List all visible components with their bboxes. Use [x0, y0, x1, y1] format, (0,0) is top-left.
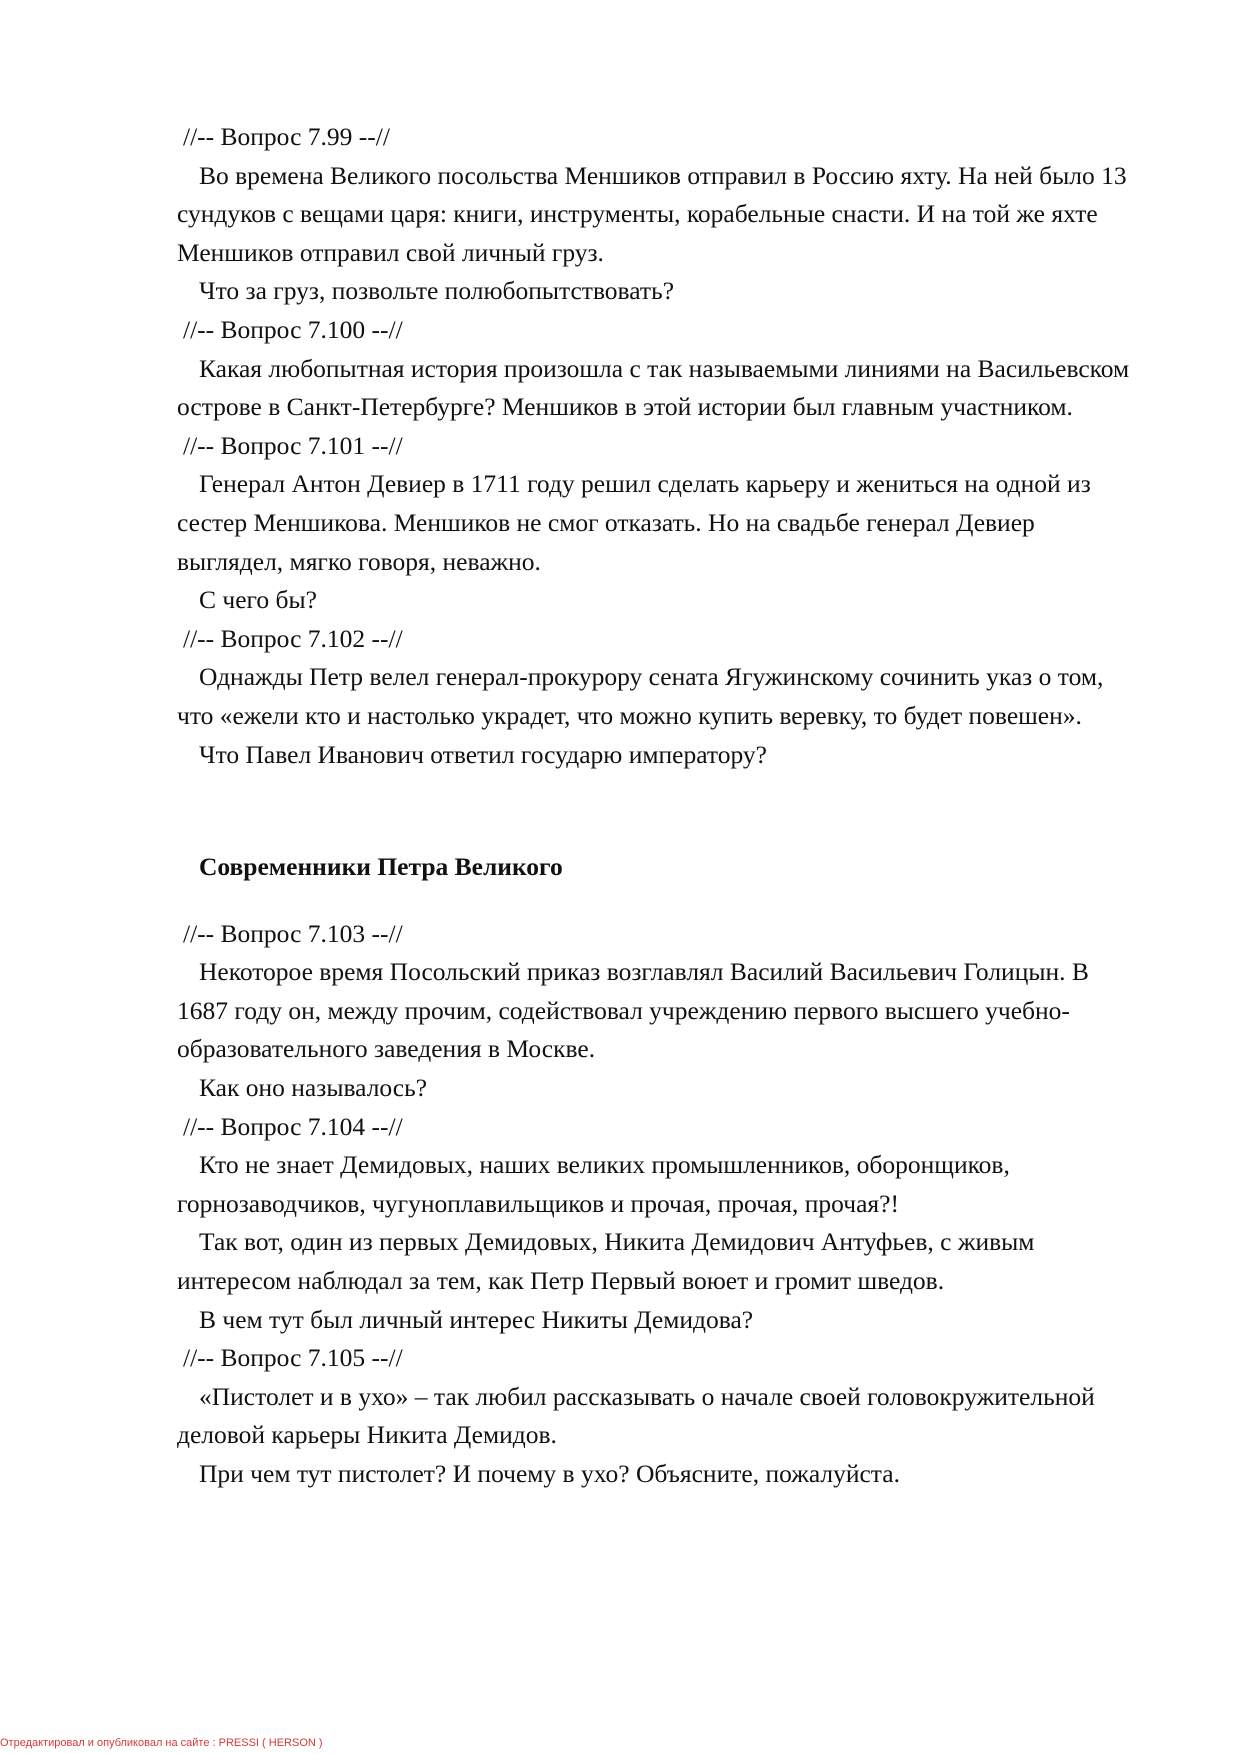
question-paragraph: Так вот, один из первых Демидовых, Никита Демидович Антуфьев, с живым интересом наблюдал за тем, как Петр Первый воюет и громит шведов. [177, 1227, 1035, 1296]
document-page [177, 118, 1143, 1494]
section-heading: Современники Петра Великого [199, 852, 563, 882]
question-paragraph: Какая любопытная история произошла с так называемыми линиями на Васильевском острове в Санкт-Петербурге? Меншиков в этой истории был главным участником. [177, 353, 1130, 422]
question-marker-7-105: //-- Вопрос 7.105 --// [183, 1343, 403, 1373]
question-paragraph: При чем тут пистолет? И почему в ухо? Объясните, пожалуйста. [199, 1459, 900, 1488]
question-paragraph: «Пистолет и в ухо» – так любил рассказывать о начале своей головокружительной деловой карьеры Никита Демидов. [177, 1381, 1095, 1450]
question-marker-7-100: //-- Вопрос 7.100 --// [183, 314, 403, 344]
question-marker-7-99: //-- Вопрос 7.99 --// [183, 122, 390, 151]
question-paragraph: Некоторое время Посольский приказ возглавлял Василий Васильевич Голицын. В 1687 году он, между прочим, содействовал учреждению первого высшего учебно-образовательного заведения в Москве. [177, 957, 1089, 1064]
question-paragraph: В чем тут был личный интерес Никиты Демидова? [199, 1304, 754, 1334]
question-paragraph: Во времена Великого посольства Меншиков отправил в Россию яхту. На ней было 13 сундуков с вещами царя: книги, инструменты, корабельные снасти. И на той же яхте Меншиков отправил свой личный груз. [177, 160, 1127, 267]
question-paragraph: С чего бы? [199, 585, 317, 615]
question-paragraph: Однажды Петр велел генерал-прокурору сената Ягужинскому сочинить указ о том, что «ежели кто и настолько украдет, что можно купить веревку, то будет повешен». [177, 662, 1104, 730]
footer-credit: Отредактировал и опубликовал на сайте : PRESSI ( HERSON ) [0, 1737, 323, 1749]
question-marker-7-104: //-- Вопрос 7.104 --// [183, 1111, 403, 1141]
question-paragraph: Что за груз, позвольте полюбопытствовать? [199, 276, 675, 306]
question-paragraph: Кто не знает Демидовых, наших великих промышленников, оборонщиков, горнозаводчиков, чугуноплавильщиков и прочая, прочая, прочая?! [177, 1150, 1010, 1218]
question-paragraph: Как оно называлось? [199, 1073, 428, 1103]
question-marker-7-101: //-- Вопрос 7.101 --// [183, 430, 403, 460]
question-paragraph: Генерал Антон Девиер в 1711 году решил сделать карьеру и жениться на одной из сестер Меншикова. Меншиков не смог отказать. Но на свадьбе генерал Девиер выглядел, мягко говоря, неважно. [177, 469, 1091, 576]
question-marker-7-102: //-- Вопрос 7.102 --// [183, 623, 403, 653]
question-marker-7-103: //-- Вопрос 7.103 --// [183, 918, 403, 948]
question-paragraph: Что Павел Иванович ответил государю императору? [199, 739, 767, 769]
